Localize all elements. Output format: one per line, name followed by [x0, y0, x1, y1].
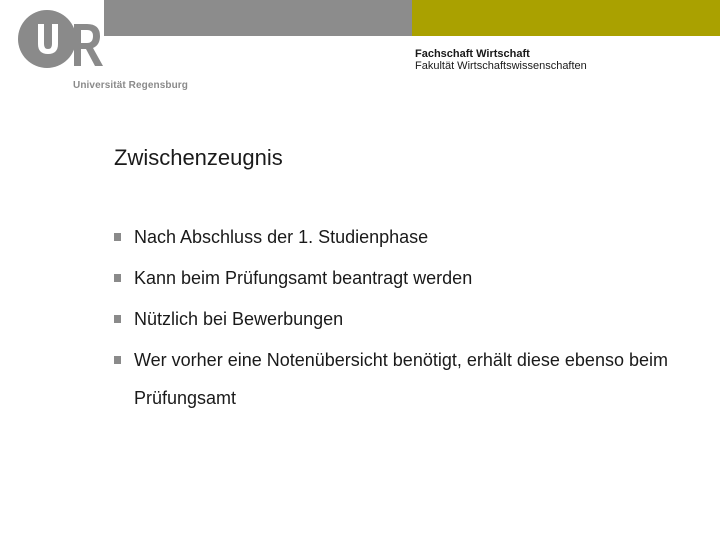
ur-logo-icon: [16, 8, 126, 74]
header-faculty-name: Fakultät Wirtschaftswissenschaften: [415, 60, 587, 72]
bullet-text: Nach Abschluss der 1. Studienphase: [134, 227, 429, 247]
square-bullet-icon: [114, 315, 121, 323]
bullet-item: [114, 218, 674, 256]
bullet-text: Wer vorher eine Notenübersicht benötigt, erhält diese ebenso beim Prüfungsamt: [134, 350, 668, 408]
university-logo: [16, 8, 196, 92]
bullet-list: [114, 218, 674, 420]
bullet-text: Nützlich bei Bewerbungen: [134, 309, 344, 329]
slide-title: Zwischenzeugnis: [114, 145, 283, 170]
header-faculty-group: Fachschaft Wirtschaft: [415, 48, 530, 60]
square-bullet-icon: [114, 274, 121, 282]
header-bar-olive: [412, 0, 720, 36]
square-bullet-icon: [114, 356, 121, 364]
square-bullet-icon: [114, 233, 121, 241]
bullet-text: Kann beim Prüfungsamt beantragt werden: [134, 268, 473, 288]
bullet-item: [114, 259, 674, 297]
bullet-item: [114, 341, 674, 417]
logo-wordmark: Universität Regensburg: [73, 80, 189, 91]
bullet-item: [114, 300, 674, 338]
header-text-block: [415, 48, 587, 72]
